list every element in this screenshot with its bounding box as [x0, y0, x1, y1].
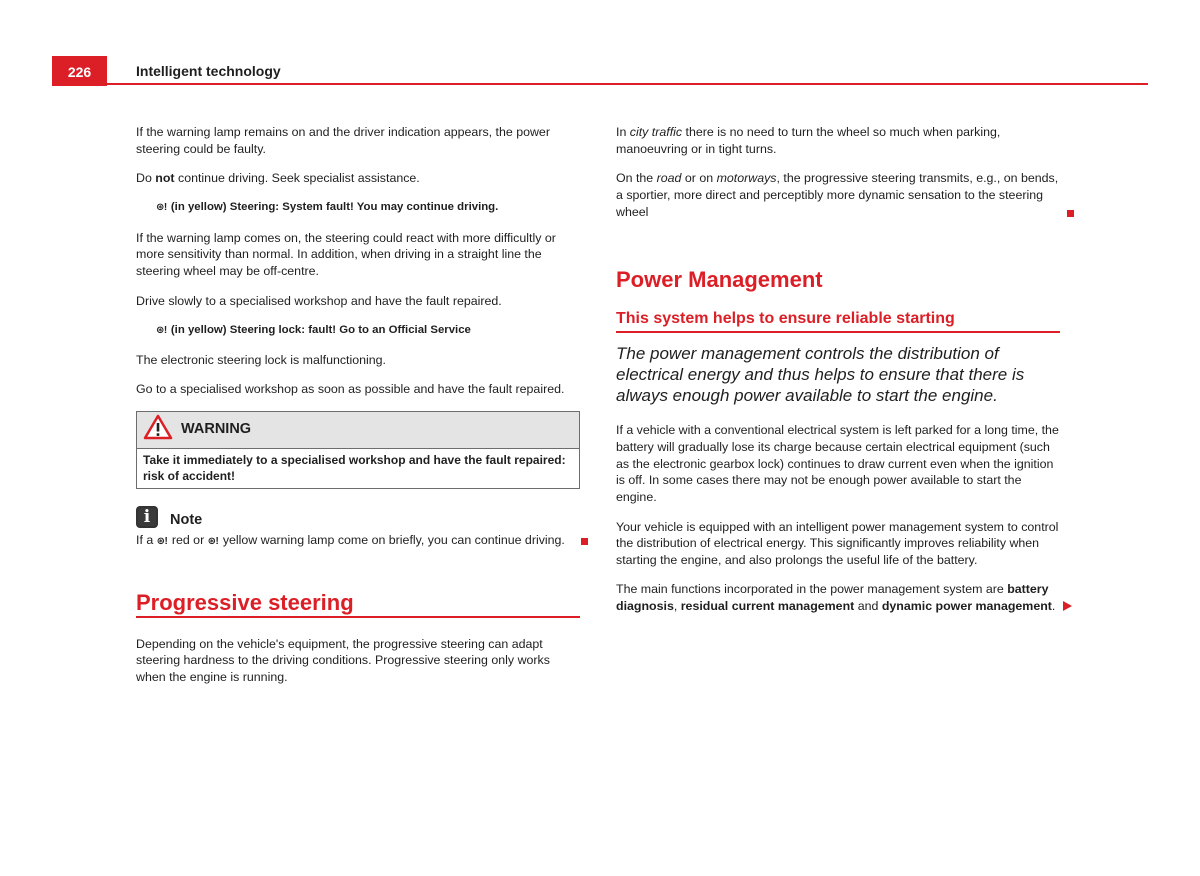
paragraph: Your vehicle is equipped with an intelligent power management system to control the distribution of electrical energy. This significantly improves reliability when starting the engine, and also prolongs the useful life of the battery.	[616, 519, 1059, 568]
note-text	[136, 532, 580, 551]
paragraph: Go to a specialised workshop as soon as possible and have the fault repaired.	[136, 382, 565, 397]
indicator-text: (in yellow) Steering: System fault! You may continue driving.	[167, 201, 499, 214]
text: , the progressive steering transmits, e.g., on bends, a sportier, more direct and perceptibly more dynamic sensation to the steering wheel	[616, 171, 1059, 219]
header-rule	[107, 83, 1148, 85]
text: or on	[681, 171, 717, 186]
warning-header	[137, 412, 579, 449]
note-label: Note	[170, 511, 203, 528]
text: there is no need to turn the wheel so much when parking, manoeuvring or in tight turns.	[616, 125, 1001, 156]
paragraph: Drive slowly to a specialised workshop and have the fault repaired.	[136, 293, 502, 308]
end-of-section-marker	[1067, 210, 1074, 217]
text: yellow warning lamp come on briefly, you can continue driving.	[219, 532, 565, 547]
italic-text: motorways	[716, 171, 777, 186]
paragraph: If a vehicle with a conventional electrical system is left parked for a long time, the battery will gradually lose its charge because certain electrical equipment (such as the electronic gearbox lock) continues to draw current even when the ignition is off. In some cases there may not be enough power available to start the engine.	[616, 423, 1059, 505]
paragraph	[616, 581, 1060, 615]
warning-label: WARNING	[181, 421, 252, 438]
bold-text: dynamic power management	[881, 599, 1052, 614]
text: continue driving. Seek specialist assistance.	[174, 171, 420, 186]
page-number: 226	[52, 56, 107, 86]
steering-wheel-exclamation-icon: ⊛!	[207, 535, 219, 547]
left-column	[136, 124, 580, 698]
indicator-text: (in yellow) Steering lock: fault! Go to an Official Service	[167, 323, 471, 336]
paragraph: Depending on the vehicle's equipment, the progressive steering can adapt steering hardness to the driving conditions. Progressive steering only works when the engine is running.	[136, 636, 550, 685]
text: red or	[168, 532, 208, 547]
bold-text: residual current management	[680, 599, 855, 614]
indicator-line	[156, 322, 580, 340]
text: The main functions incorporated in the power management system are	[616, 582, 1008, 597]
text: and	[854, 599, 882, 614]
info-i-icon: i	[136, 506, 158, 528]
warning-triangle-icon	[143, 414, 173, 445]
paragraph	[616, 124, 1060, 158]
text: .	[1051, 599, 1056, 614]
text: In	[616, 125, 630, 139]
bold-text: not	[155, 171, 175, 186]
indicator-line	[156, 199, 580, 217]
italic-text: city traffic	[629, 125, 683, 139]
paragraph	[616, 170, 1060, 220]
paragraph: If the warning lamp comes on, the steering could react with more difficultly or more sensitivity than normal. In addition, when driving in a straight line the steering wheel may be off-centre.	[136, 230, 556, 279]
text: ,	[673, 599, 681, 614]
continue-arrow-icon	[1063, 601, 1072, 611]
paragraph: The electronic steering lock is malfunctioning.	[136, 353, 386, 368]
bold-text: battery diagnosis	[616, 582, 1049, 614]
steering-wheel-exclamation-icon: ⊛!	[156, 324, 167, 336]
section-title: Progressive steering	[136, 595, 580, 618]
text: If a	[136, 532, 157, 547]
chapter-title: Intelligent technology	[136, 63, 281, 79]
end-of-section-marker	[581, 538, 588, 545]
subsection-title: This system helps to ensure reliable starting	[616, 311, 1060, 333]
note-header	[136, 504, 580, 530]
steering-wheel-exclamation-icon: ⊛!	[156, 202, 167, 214]
text: On the	[616, 171, 657, 186]
text: Do	[136, 171, 156, 186]
right-column	[616, 124, 1060, 628]
paragraph: If the warning lamp remains on and the driver indication appears, the power steering could be faulty.	[136, 125, 550, 156]
paragraph	[136, 170, 580, 187]
lead-paragraph: The power management controls the distribution of electrical energy and thus helps to ensure that there is always enough power available to start the engine.	[616, 344, 1025, 406]
italic-text: road	[656, 171, 682, 186]
warning-box	[136, 411, 580, 489]
section-title: Power Management	[616, 267, 823, 293]
steering-wheel-exclamation-icon: ⊛!	[156, 535, 168, 547]
warning-text: Take it immediately to a specialised workshop and have the fault repaired: risk of accident!	[143, 452, 566, 484]
